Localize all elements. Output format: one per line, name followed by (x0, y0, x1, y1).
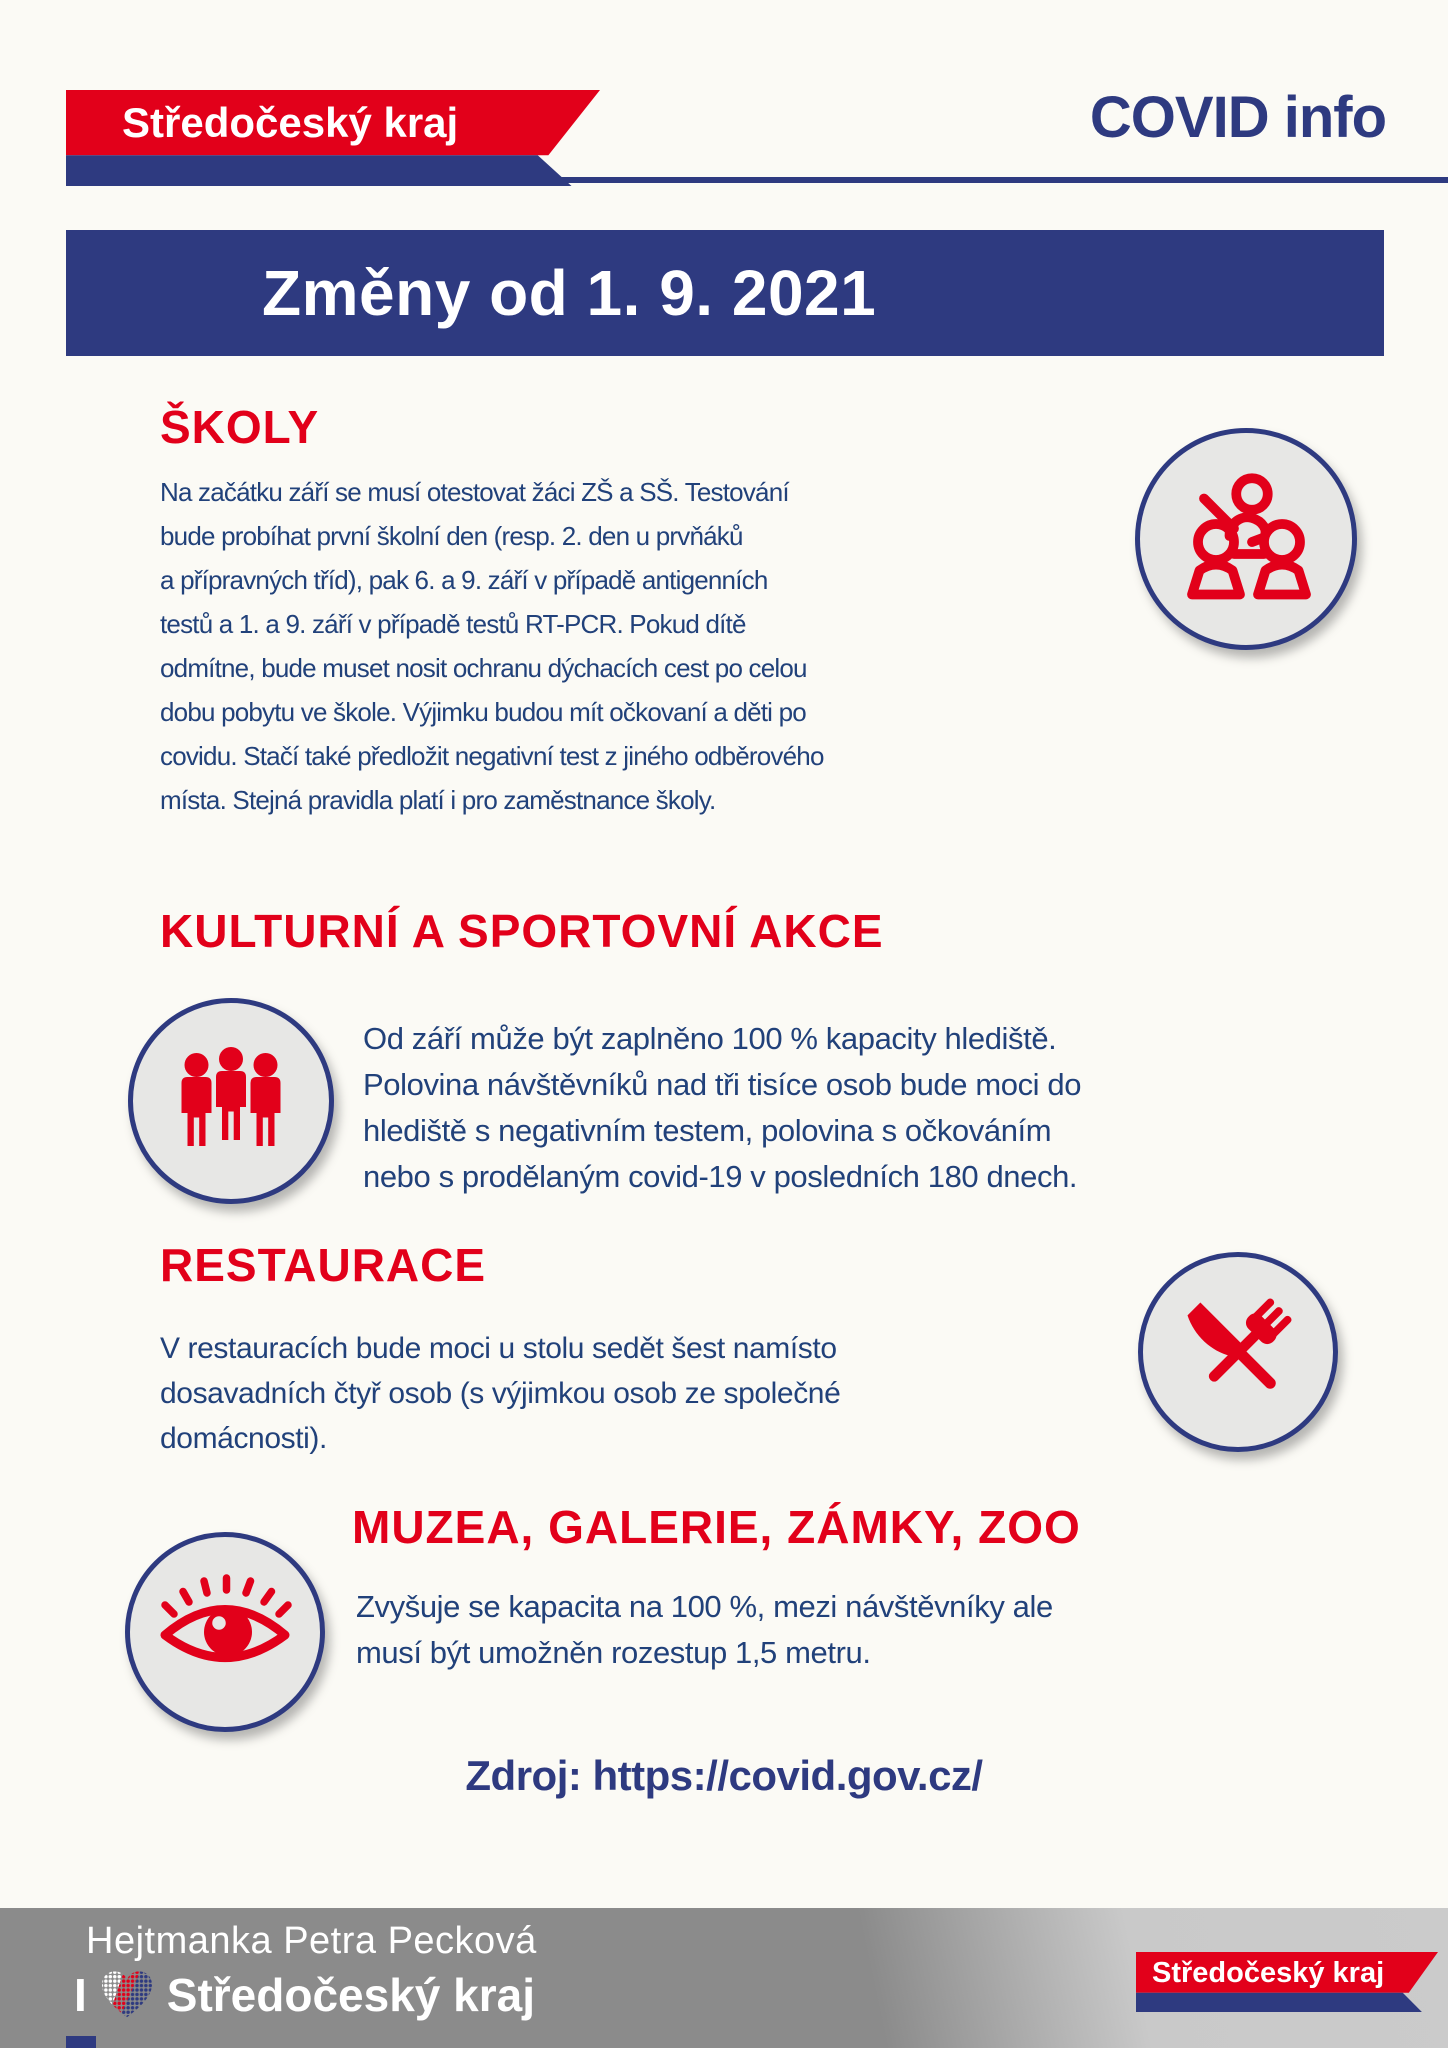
text-line: musí být umožněn rozestup 1,5 metru. (356, 1635, 871, 1670)
text-line: Od září může být zaplněno 100 % kapacity hlediště. (363, 1021, 1057, 1056)
section-heading-schools: ŠKOLY (160, 401, 320, 453)
audience-icon-badge (128, 998, 334, 1204)
crossed-knife-and-fork-icon (1168, 1282, 1308, 1422)
footer-governor-name: Hejtmanka Petra Pecková (86, 1920, 537, 1962)
bottom-edge-mark (66, 2036, 96, 2048)
footer-region-name: Středočeský kraj (166, 1969, 536, 2021)
heart-icon (99, 1970, 155, 2020)
teacher-and-students-icon (1171, 464, 1321, 614)
source-url[interactable]: Zdroj: https://covid.gov.cz/ (465, 1752, 983, 1799)
text-line: V restauracích bude moci u stolu sedět šest namísto (160, 1332, 837, 1365)
footer-region-logo (1136, 1952, 1438, 2012)
section-text-schools (160, 470, 824, 822)
text-line: domácnosti). (160, 1422, 327, 1455)
footer-region-logo-label: Středočeský kraj (1152, 1957, 1385, 1989)
text-line: Polovina návštěvníků nad tři tisíce osob bude moci do (363, 1067, 1082, 1102)
section-text-culture (363, 1016, 1081, 1200)
date-banner-title: Změny od 1. 9. 2021 (262, 257, 877, 329)
text-line: testů a 1. a 9. září v případě testů RT-PCR. Pokud dítě (160, 609, 746, 639)
text-line: a přípravných tříd), pak 6. a 9. září v případě antigenních (160, 565, 768, 595)
text-line: odmítne, bude muset nosit ochranu dýchacích cest po celou (160, 653, 807, 683)
text-line: místa. Stejná pravidla platí i pro zaměstnance školy. (160, 785, 716, 815)
text-line: dosavadních čtyř osob (s výjimkou osob ze společné (160, 1377, 841, 1410)
text-line: Zvyšuje se kapacita na 100 %, mezi návštěvníky ale (356, 1589, 1053, 1624)
text-line: dobu pobytu ve škole. Výjimku budou mít očkovaní a děti po (160, 697, 806, 727)
section-heading-museums: MUZEA, GALERIE, ZÁMKY, ZOO (352, 1501, 1081, 1553)
region-logo-label: Středočeský kraj (122, 99, 459, 146)
text-line: Na začátku září se musí otestovat žáci ZŠ a SŠ. Testování (160, 477, 789, 507)
section-text-restaurants (160, 1326, 840, 1461)
restaurant-icon-badge (1138, 1252, 1338, 1452)
slogan-i-label: I (74, 1969, 87, 2021)
section-heading-restaurants: RESTAURACE (160, 1239, 487, 1291)
date-banner (66, 230, 1384, 356)
text-line: covidu. Stačí také předložit negativní test z jiného odběrového (160, 741, 824, 771)
text-line: nebo s prodělaným covid-19 v posledních 180 dnech. (363, 1159, 1078, 1194)
region-logo (66, 90, 600, 186)
museum-icon-badge (125, 1532, 325, 1732)
audience-crowd-icon (156, 1026, 306, 1176)
page-title: COVID info (1089, 85, 1386, 150)
text-line: bude probíhat první školní den (resp. 2. den u prvňáků (160, 521, 743, 551)
eye-icon (150, 1557, 300, 1707)
footer-slogan (74, 1968, 535, 2022)
text-line: hlediště s negativním testem, polovina s očkováním (363, 1113, 1052, 1148)
section-text-museums (356, 1584, 1053, 1676)
schools-icon-badge (1135, 428, 1357, 650)
section-heading-culture: KULTURNÍ A SPORTOVNÍ AKCE (160, 905, 884, 957)
